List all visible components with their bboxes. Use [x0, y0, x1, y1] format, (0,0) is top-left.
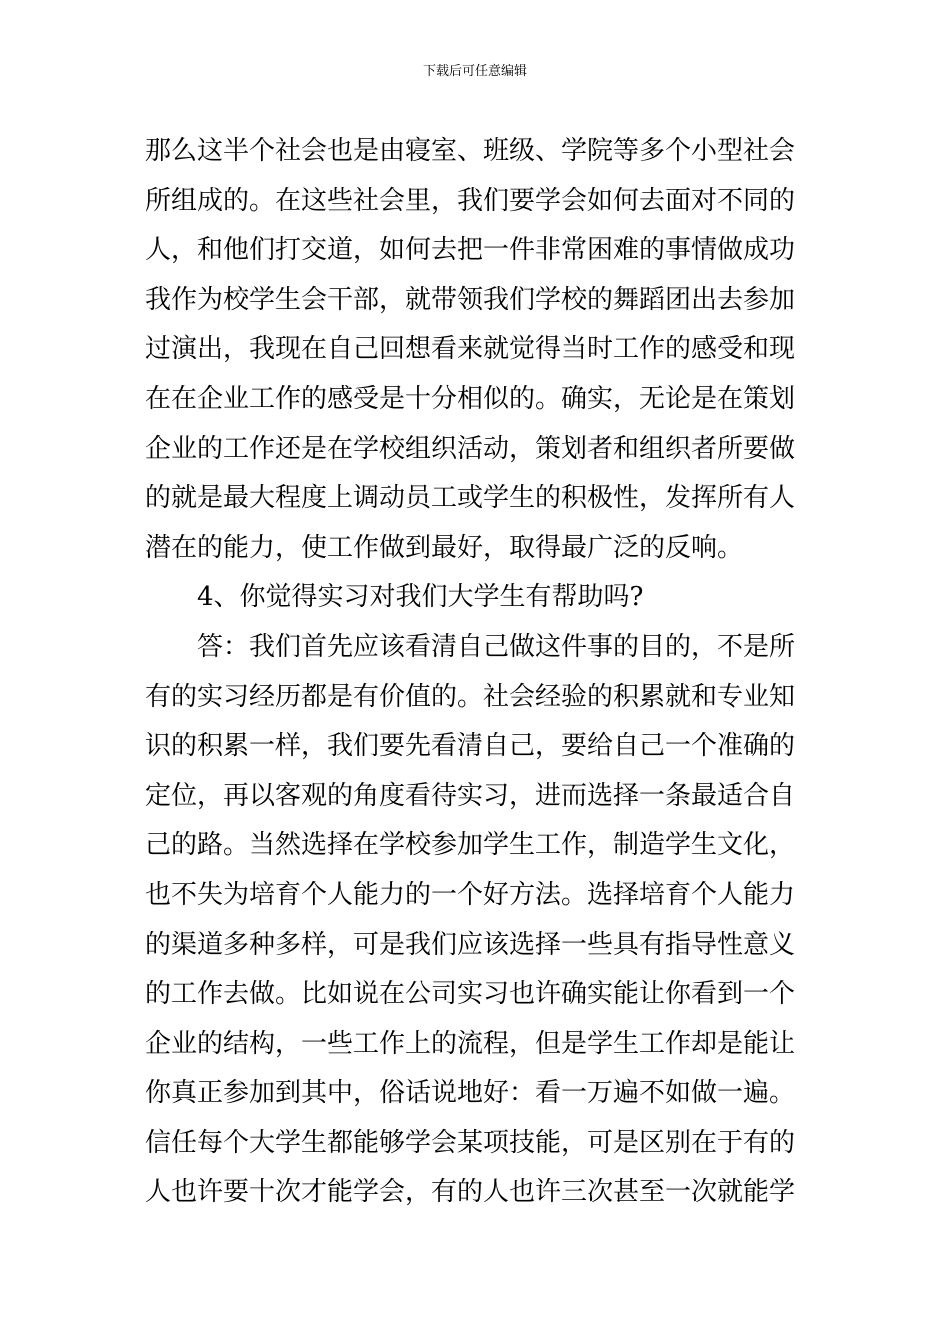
text-line: 企业的结构，一些工作上的流程，但是学生工作却是能让 [145, 1028, 796, 1059]
text-line: 人，和他们打交道，如何去把一件非常困难的事情做成功 [145, 235, 796, 266]
text-line: 过演出，我现在自己回想看来就觉得当时工作的感受和现 [145, 334, 796, 365]
page-header: 下载后可任意编辑 [422, 64, 527, 79]
text-line: 那么这半个社会也是由寝室、班级、学院等多个小型社会 [145, 136, 796, 166]
text-line: 己的路。当然选择在学校参加学生工作，制造学生文化， [145, 830, 796, 861]
text-line: 有的实习经历都是有价值的。社会经验的积累就和专业知 [145, 681, 796, 712]
text-line: 在在企业工作的感受是十分相似的。确实，无论是在策划 [145, 383, 796, 414]
text-line: 所组成的。在这些社会里，我们要学会如何去面对不同的 [145, 185, 796, 216]
text-line: 也不失为培育个人能力的一个好方法。选择培育个人能力 [145, 879, 796, 910]
text-line: 的工作去做。比如说在公司实习也许确实能让你看到一个 [145, 979, 796, 1010]
document-body [145, 127, 815, 1218]
text-line: 人也许要十次才能学会，有的人也许三次甚至一次就能学 [145, 1177, 796, 1208]
text-line: 信任每个大学生都能够学会某项技能，可是区别在于有的 [145, 1127, 796, 1158]
text-line: 识的积累一样，我们要先看清自己，要给自己一个准确的 [145, 731, 796, 762]
text-line: 的就是最大程度上调动员工或学生的积极性，发挥所有人 [145, 483, 796, 514]
text-line: 的渠道多种多样，可是我们应该选择一些具有指导性意义 [145, 929, 796, 960]
text-line: 潜在的能力，使工作做到最好，取得最广泛的反响。 [145, 532, 744, 563]
text-line: 4、你觉得实习对我们大学生有帮助吗? [197, 582, 644, 613]
text-line: 定位，再以客观的角度看待实习，进而选择一条最适合自 [145, 780, 796, 811]
text-line: 答：我们首先应该看清自己做这件事的目的，不是所 [197, 631, 796, 662]
text-line: 你真正参加到其中，俗话说地好：看一万遍不如做一遍。 [145, 1078, 796, 1109]
text-line: 我作为校学生会干部，就带领我们学校的舞蹈团出去参加 [145, 284, 796, 315]
text-line: 企业的工作还是在学校组织活动，策划者和组织者所要做 [145, 433, 796, 464]
